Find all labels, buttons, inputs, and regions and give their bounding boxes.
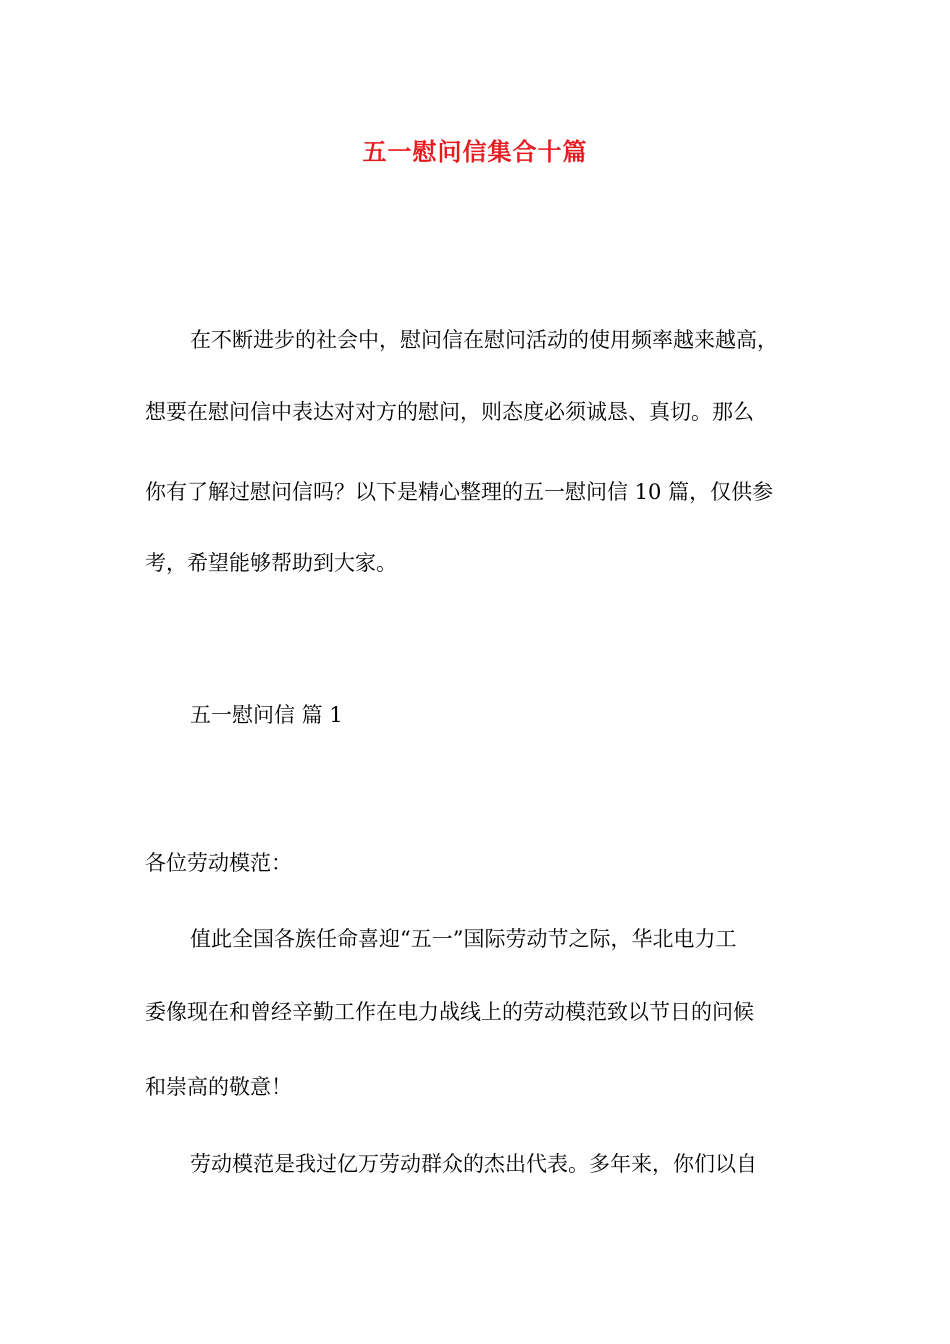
paragraph-2-line-1: 劳动模范是我过亿万劳动群众的杰出代表。多年来，你们以自 <box>190 1152 757 1176</box>
paragraph-1-line-2: 委像现在和曾经辛勤工作在电力战线上的劳动模范致以节日的问候 <box>145 1000 754 1024</box>
document-title: 五一慰问信集合十篇 <box>362 137 588 166</box>
intro-line-1: 在不断进步的社会中，慰问信在慰问活动的使用频率越来越高， <box>190 328 778 352</box>
intro-line-4: 考，希望能够帮助到大家。 <box>145 551 397 575</box>
paragraph-1-line-3: 和崇高的敬意！ <box>145 1075 292 1099</box>
paragraph-1-line-1: 值此全国各族任命喜迎“五一”国际劳动节之际，华北电力工 <box>190 927 737 951</box>
intro-line-2: 想要在慰问信中表达对对方的慰问，则态度必须诚恳、真切。那么 <box>145 400 754 424</box>
intro-line-3: 你有了解过慰问信吗？以下是精心整理的五一慰问信 10 篇，仅供参 <box>145 480 774 504</box>
section-heading: 五一慰问信 篇 1 <box>190 703 343 727</box>
salutation: 各位劳动模范： <box>145 851 292 875</box>
